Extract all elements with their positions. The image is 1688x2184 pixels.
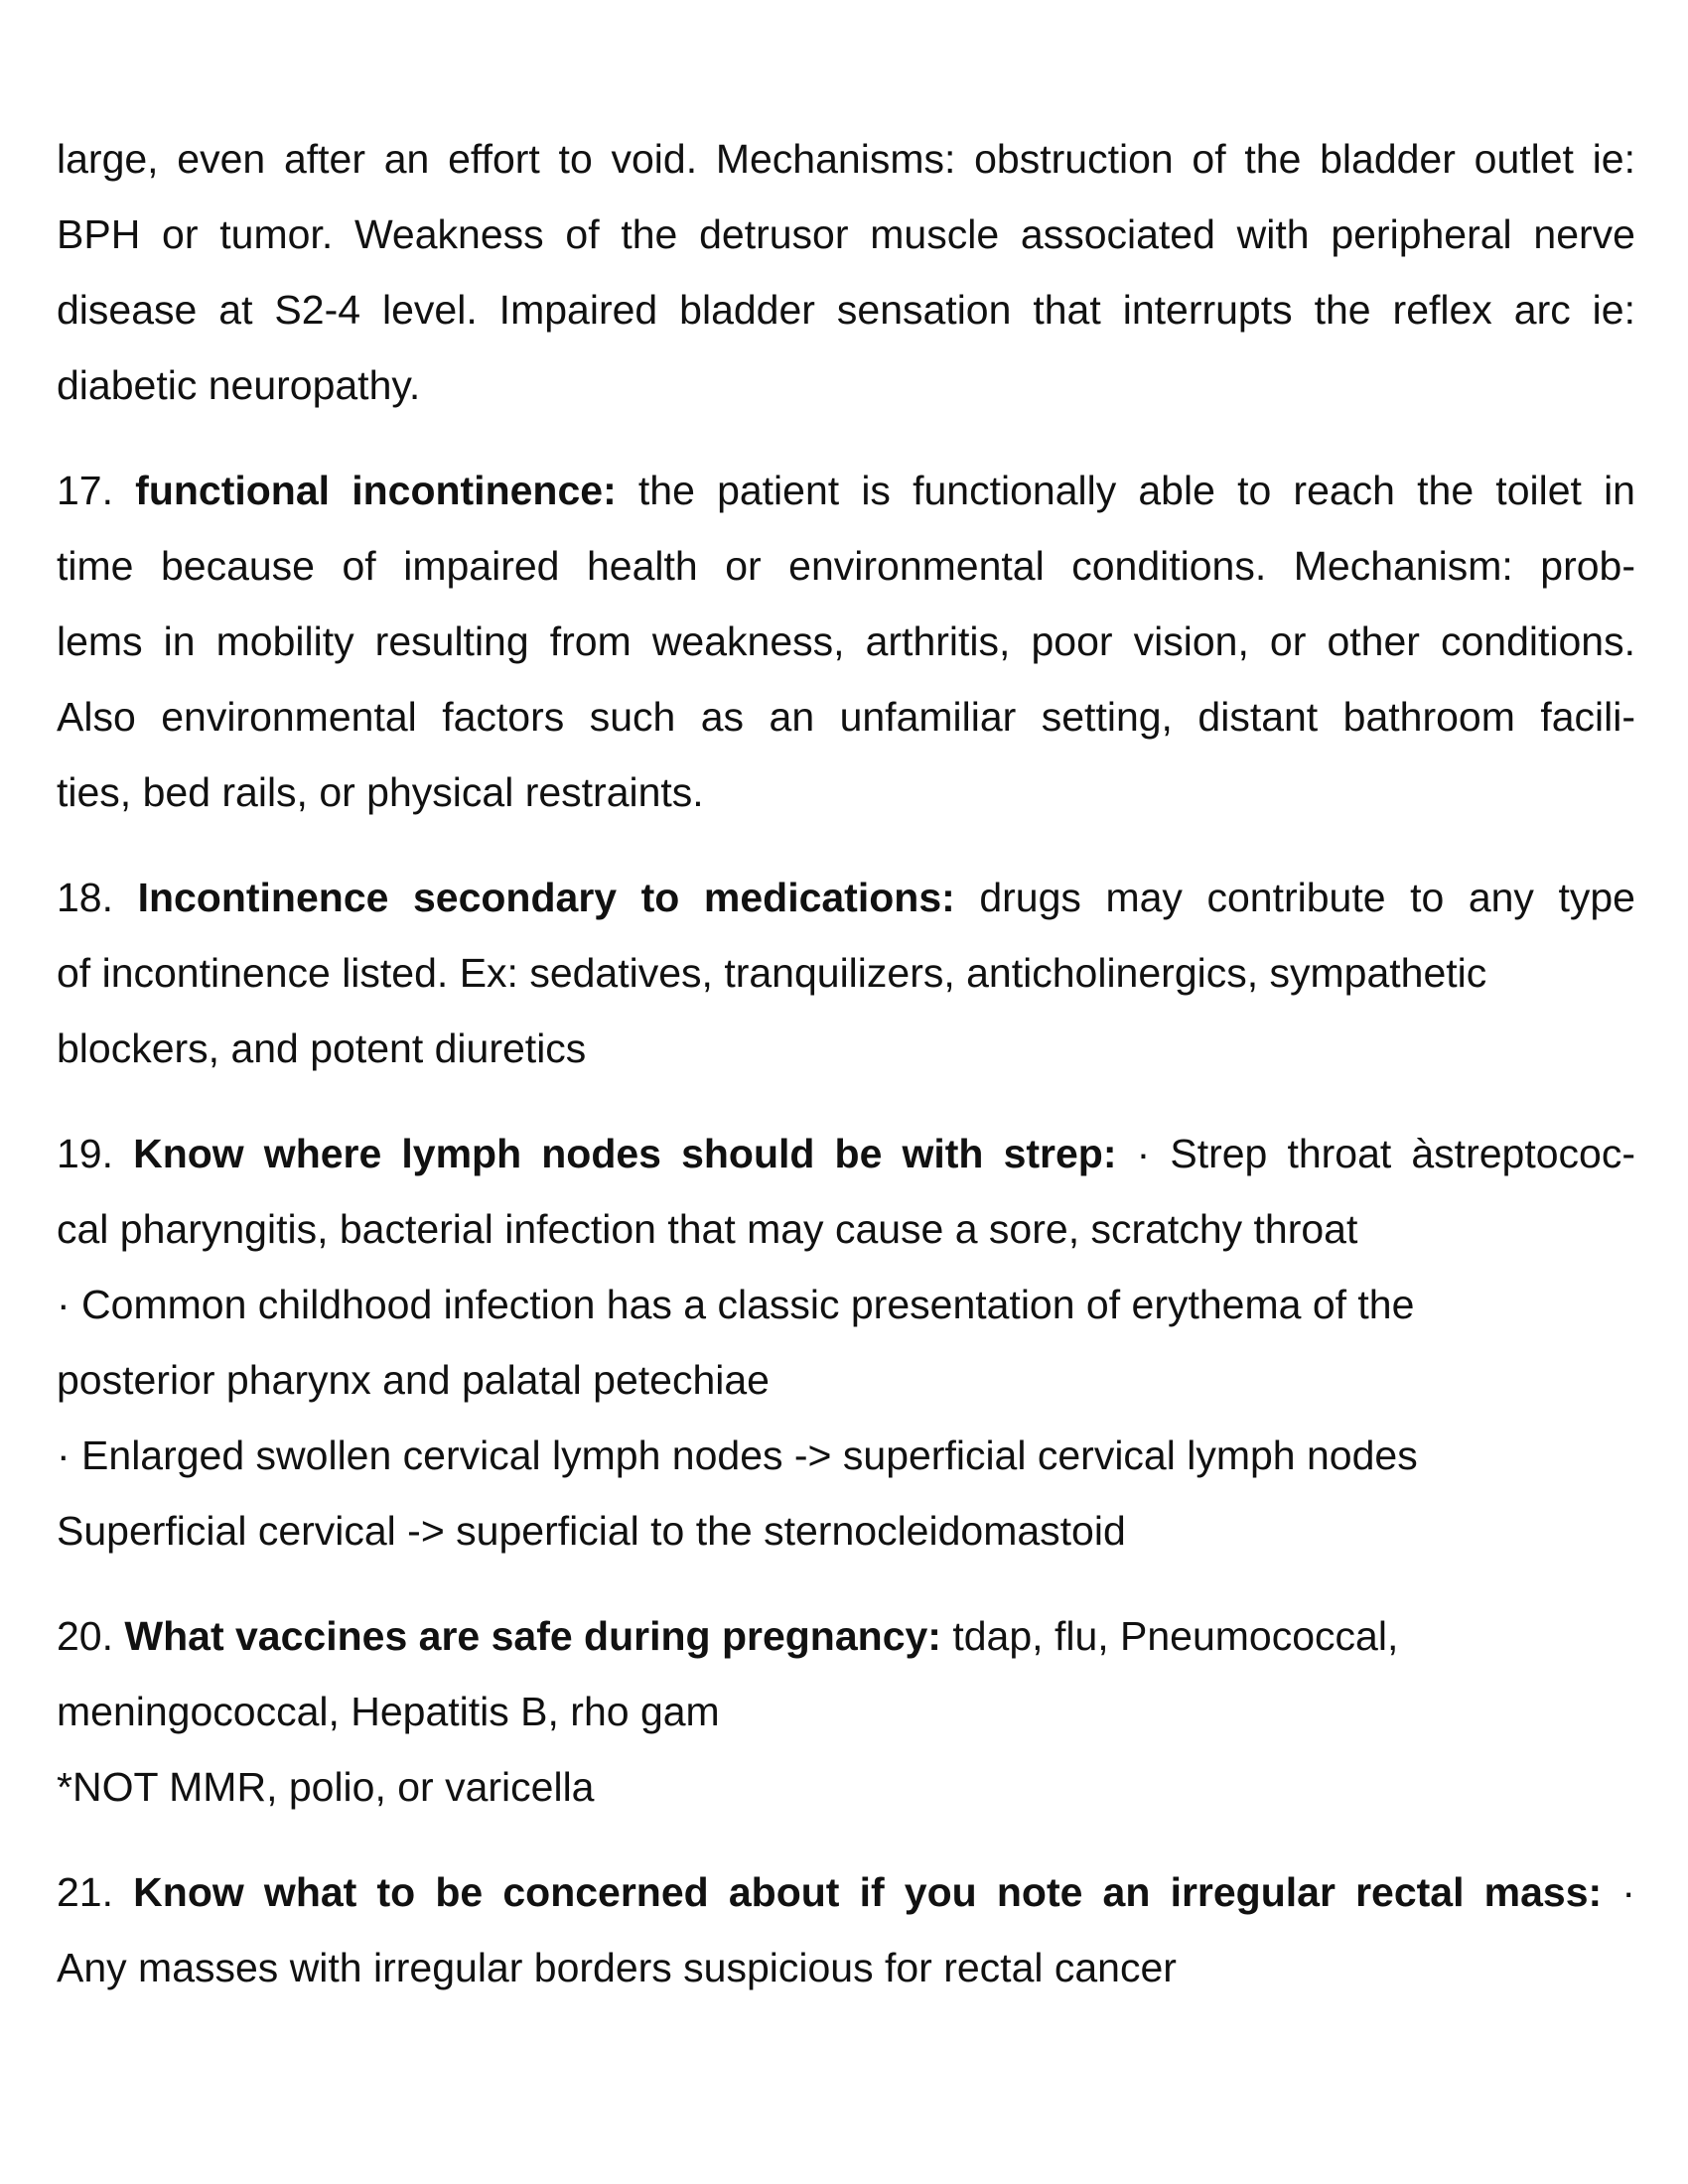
item-17-functional-incontinence [57, 453, 1635, 830]
text-line: time because of impaired health or environmental conditions. Mechanism: prob- [57, 543, 1635, 589]
paragraph-overflow-incontinence-continued [57, 121, 1635, 423]
text-line: cal pharyngitis, bacterial infection that may cause a sore, scratchy throat [57, 1206, 1358, 1252]
item-18-incontinence-medications [57, 860, 1635, 1086]
bullet-line: · Enlarged swollen cervical lymph nodes -> superficial cervical lymph nodes [57, 1433, 1418, 1478]
item-19-lymph-nodes-strep [57, 1116, 1635, 1569]
item-number: 18. [57, 875, 113, 920]
item-term: What vaccines are safe during pregnancy: [124, 1613, 941, 1659]
text-line: ties, bed rails, or physical restraints. [57, 769, 704, 815]
text-line: large, even after an effort to void. Mechanisms: obstruction of the bladder outlet ie: [57, 136, 1635, 182]
item-first-line [57, 860, 1635, 935]
text-line: lems in mobility resulting from weakness, arthritis, poor vision, or other conditions. [57, 618, 1635, 664]
item-21-irregular-rectal-mass [57, 1854, 1635, 2005]
item-number: 17. [57, 468, 113, 513]
item-text: drugs may contribute to any type [979, 875, 1635, 920]
item-term: Know where lymph nodes should be with strep: [133, 1131, 1117, 1176]
item-text: · [1621, 1869, 1635, 1915]
text-line: disease at S2-4 level. Impaired bladder sensation that interrupts the reflex arc ie: [57, 287, 1635, 333]
document-page [57, 121, 1635, 2035]
text-line: BPH or tumor. Weakness of the detrusor muscle associated with peripheral nerve [57, 211, 1635, 257]
text-line: blockers, and potent diuretics [57, 1025, 587, 1071]
item-first-line [57, 1854, 1635, 1930]
item-text: tdap, flu, Pneumococcal, [952, 1613, 1399, 1659]
item-number: 19. [57, 1131, 113, 1176]
text-line: Superficial cervical -> superficial to the sternocleidomastoid [57, 1508, 1126, 1554]
item-number: 20. [57, 1613, 113, 1659]
text-line: *NOT MMR, polio, or varicella [57, 1764, 595, 1810]
item-text: the patient is functionally able to reach the toilet in [637, 468, 1635, 513]
item-term: Incontinence secondary to medications: [137, 875, 955, 920]
text-line: Also environmental factors such as an unfamiliar setting, distant bathroom facili- [57, 694, 1635, 740]
text-line: Any masses with irregular borders suspicious for rectal cancer [57, 1945, 1177, 1990]
text-line: diabetic neuropathy. [57, 362, 421, 408]
item-term: Know what to be concerned about if you note an irregular rectal mass: [133, 1869, 1603, 1915]
item-number: 21. [57, 1869, 113, 1915]
item-text: · Strep throat àstreptococ- [1136, 1131, 1635, 1176]
item-first-line [57, 453, 1635, 528]
text-line: meningococcal, Hepatitis B, rho gam [57, 1689, 720, 1734]
text-line: posterior pharynx and palatal petechiae [57, 1357, 770, 1403]
item-20-vaccines-pregnancy [57, 1598, 1635, 1825]
item-first-line [57, 1598, 1635, 1674]
bullet-line: · Common childhood infection has a classic presentation of erythema of the [57, 1282, 1415, 1327]
item-first-line [57, 1116, 1635, 1191]
text-line: of incontinence listed. Ex: sedatives, tranquilizers, anticholinergics, sympathetic [57, 950, 1487, 996]
item-term: functional incontinence: [135, 468, 617, 513]
